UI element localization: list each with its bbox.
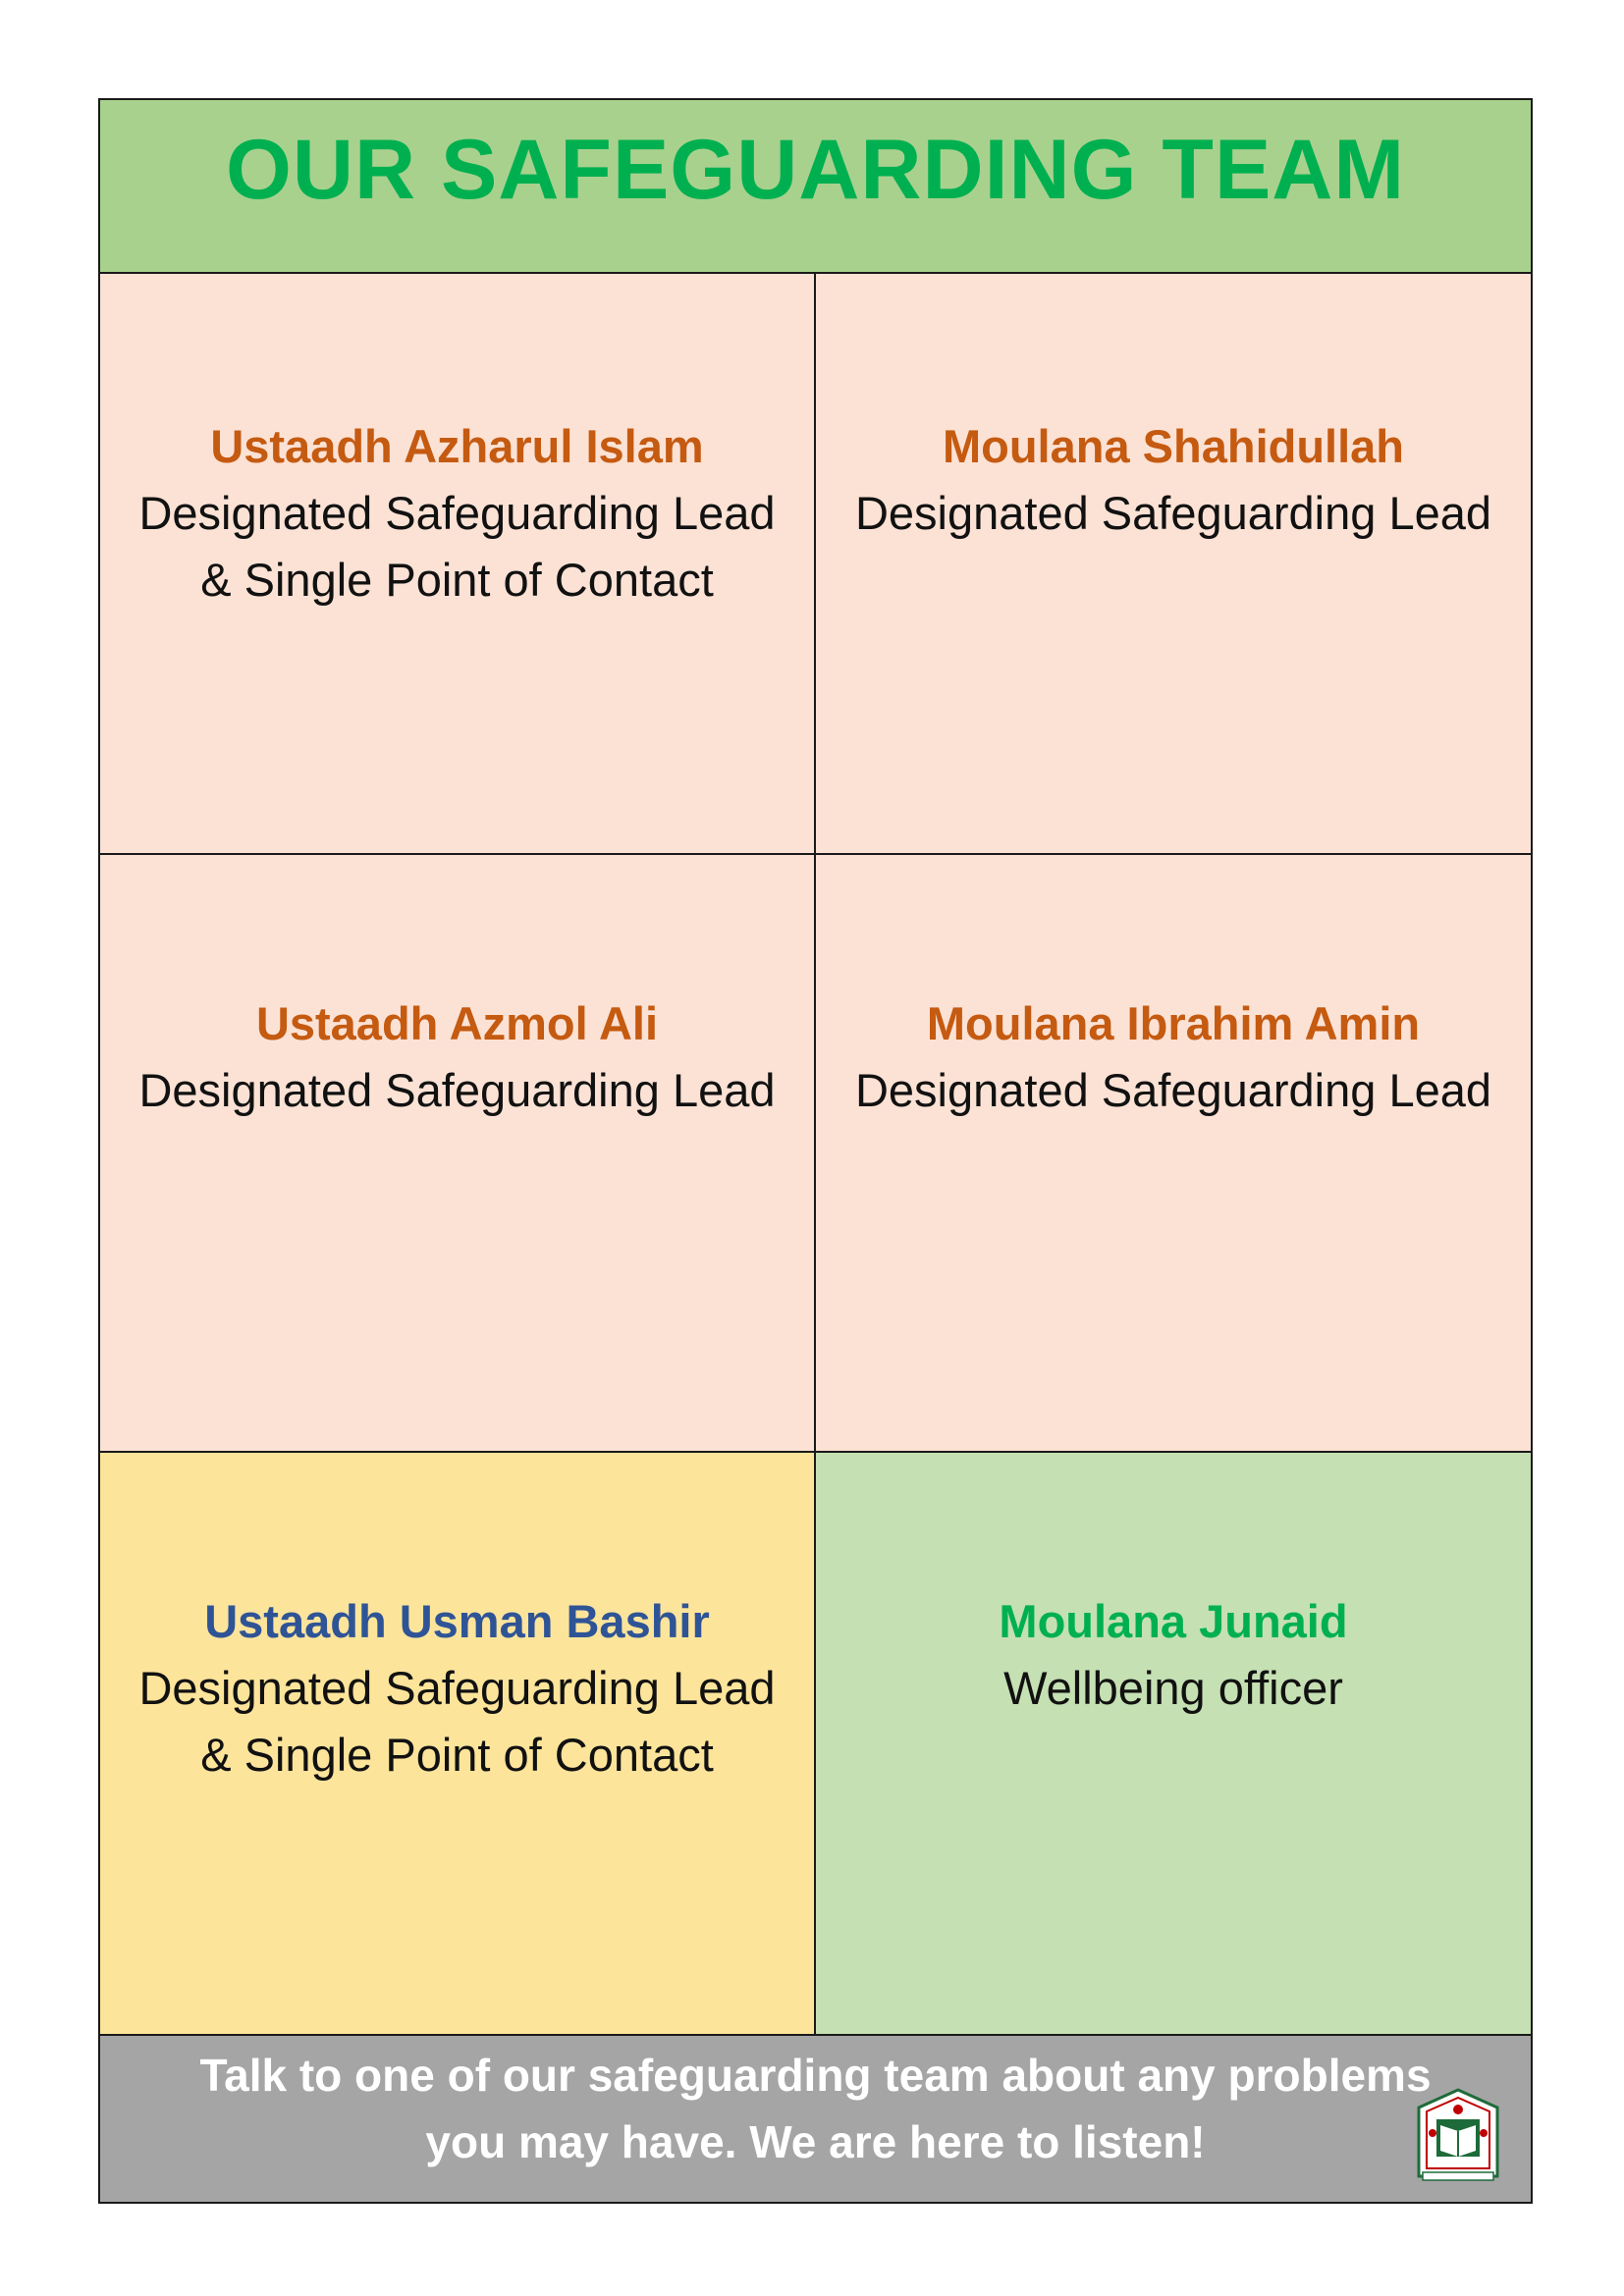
member-role: Designated Safeguarding Lead <box>138 487 776 539</box>
team-card <box>100 274 816 855</box>
member-role: Designated Safeguarding Lead <box>854 1064 1492 1116</box>
team-grid <box>100 274 1531 2034</box>
member-name: Ustaadh Usman Bashir <box>204 1595 710 1647</box>
member-name: Moulana Ibrahim Amin <box>926 997 1421 1049</box>
header-banner <box>100 100 1531 274</box>
footer-message: you may have. We are here to listen! <box>425 2116 1206 2167</box>
team-card <box>100 855 816 1453</box>
team-card <box>100 1453 816 2034</box>
footer-banner <box>100 2034 1531 2202</box>
member-role: & Single Point of Contact <box>200 1729 714 1781</box>
safeguarding-poster <box>98 98 1533 2204</box>
member-role: Wellbeing officer <box>1003 1662 1343 1714</box>
member-role: Designated Safeguarding Lead <box>854 487 1492 539</box>
team-card <box>816 274 1531 855</box>
team-card <box>816 855 1531 1453</box>
member-name: Ustaadh Azharul Islam <box>210 420 704 472</box>
page-title: OUR SAFEGUARDING TEAM <box>225 123 1406 217</box>
member-role: & Single Point of Contact <box>200 554 714 606</box>
member-name: Ustaadh Azmol Ali <box>255 997 659 1049</box>
member-role: Designated Safeguarding Lead <box>138 1064 776 1116</box>
team-card <box>816 1453 1531 2034</box>
member-role: Designated Safeguarding Lead <box>138 1662 776 1714</box>
footer-message: Talk to one of our safeguarding team about any problems <box>199 2050 1432 2101</box>
member-name: Moulana Junaid <box>999 1595 1348 1647</box>
member-name: Moulana Shahidullah <box>942 420 1405 472</box>
school-crest-icon <box>1413 2086 1503 2184</box>
